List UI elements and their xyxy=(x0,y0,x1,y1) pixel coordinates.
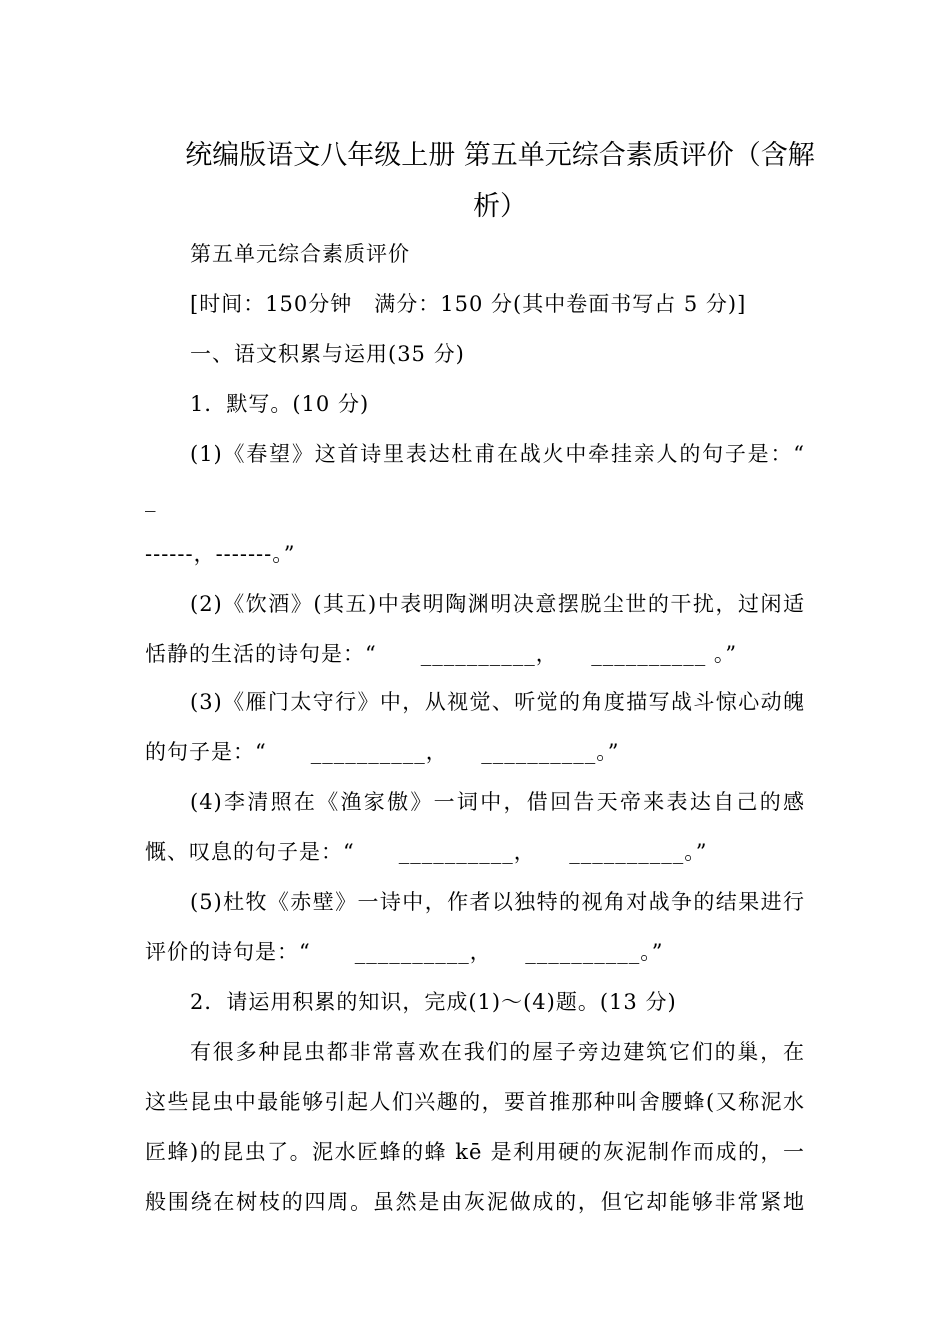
question-1: 1．默写。(10 分) xyxy=(190,392,370,416)
question-1-5-line1: (5)杜牧《赤壁》一诗中，作者以独特的视角对战争的结果进行 xyxy=(190,890,805,914)
question-1-3-line1: (3)《雁门太守行》中，从视觉、听觉的角度描写战斗惊心动魄 xyxy=(190,690,805,714)
question-2: 2．请运用积累的知识，完成(1)～(4)题。(13 分) xyxy=(190,990,677,1014)
subtitle: 第五单元综合素质评价 xyxy=(190,242,410,266)
document-title-line1: 统编版语文八年级上册 第五单元综合素质评价（含解 xyxy=(185,140,815,171)
question-1-5-line2: 评价的诗句是：“ __________， __________。” xyxy=(145,940,664,964)
question-1-4-line1: (4)李清照在《渔家傲》一词中，借回告天帝来表达自己的感 xyxy=(190,790,805,814)
question-1-1-line1: (1)《春望》这首诗里表达杜甫在战火中牵挂亲人的句子是：“ xyxy=(190,442,805,466)
passage-line-3: 匠蜂)的昆虫了。泥水匠蜂的蜂 kē 是利用硬的灰泥制作而成的，一 xyxy=(145,1140,805,1164)
question-1-3-line2: 的句子是：“ __________， __________。” xyxy=(145,740,620,764)
passage-line-1: 有很多种昆虫都非常喜欢在我们的屋子旁边建筑它们的巢，在 xyxy=(190,1040,805,1064)
section-heading-1: 一、语文积累与运用(35 分) xyxy=(190,342,465,366)
question-1-4-line2: 慨、叹息的句子是：“ __________， __________。” xyxy=(145,840,708,864)
exam-info: [时间：150分钟 满分：150 分(其中卷面书写占 5 分)] xyxy=(190,292,747,316)
question-1-2-line1: (2)《饮酒》(其五)中表明陶渊明决意摆脱尘世的干扰，过闲适 xyxy=(190,592,805,616)
document-title-line2: 析） xyxy=(473,191,527,222)
question-1-1-blank-marker: _ xyxy=(145,488,157,512)
passage-line-4: 般围绕在树枝的四周。虽然是由灰泥做成的，但它却能够非常紧地 xyxy=(145,1190,805,1214)
passage-line-2: 这些昆虫中最能够引起人们兴趣的，要首推那种叫舍腰蜂(又称泥水 xyxy=(145,1090,805,1114)
question-1-2-line2: 恬静的生活的诗句是：“ __________， __________ 。” xyxy=(145,642,738,666)
question-1-1-line2: ------，-------。” xyxy=(145,542,296,566)
